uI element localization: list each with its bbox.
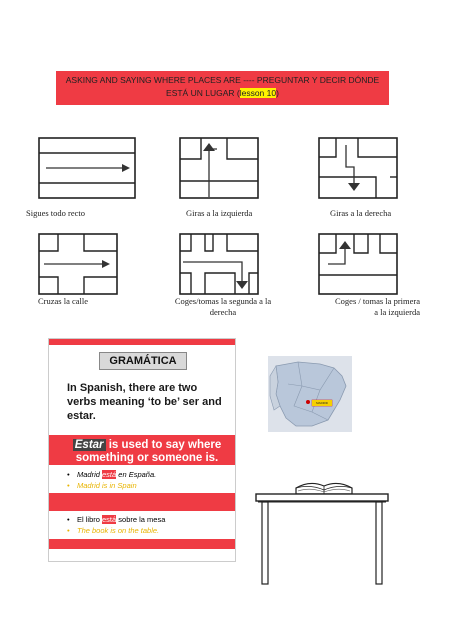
example-2-english: • The book is on the table. <box>67 526 160 535</box>
spain-map <box>268 356 352 432</box>
grammar-title: GRAMÁTICA <box>99 352 187 370</box>
caption-first-left: Coges / tomas la primera a la izquierda <box>335 296 420 317</box>
diagram-first-left <box>318 233 398 295</box>
grammar-box <box>48 338 236 562</box>
lesson-number: lesson 10 <box>239 88 277 98</box>
madrid-label: MADRID <box>312 400 332 406</box>
title-end: ) <box>276 88 279 98</box>
diagram-cross-street <box>38 233 118 295</box>
diagram-second-right <box>179 233 259 295</box>
estar-rule: Estar is used to say where something or someone is. <box>74 439 222 464</box>
example-1: • Madrid está en España. <box>67 470 157 479</box>
band-bottom <box>49 539 235 549</box>
diagram-straight-on <box>38 137 136 199</box>
title-text: ASKING AND SAYING WHERE PLACES ARE ---- PREGUNTAR Y DECIR DÓNDE ESTÁ UN LUGAR ( <box>65 75 380 98</box>
caption-turn-right: Giras a la derecha <box>330 208 392 218</box>
table-with-book-drawing <box>252 474 392 586</box>
grammar-intro: In Spanish, there are two verbs meaning ‘to be’ ser and estar. <box>67 382 222 422</box>
example-2: • El libro está sobre la mesa <box>67 515 166 524</box>
caption-turn-left: Giras a la izquierda <box>186 208 253 218</box>
diagram-turn-right <box>318 137 398 199</box>
band-mid <box>49 501 235 511</box>
caption-cross-street: Cruzas la calle <box>38 296 89 306</box>
lesson-title <box>56 71 389 105</box>
band-top <box>49 339 235 345</box>
caption-straight-on: Sigues todo recto <box>26 208 86 218</box>
example-1-english: • Madrid is in Spain <box>67 481 137 490</box>
caption-second-right: Coges/tomas la segunda a la derecha <box>174 296 272 317</box>
diagram-turn-left <box>179 137 259 199</box>
